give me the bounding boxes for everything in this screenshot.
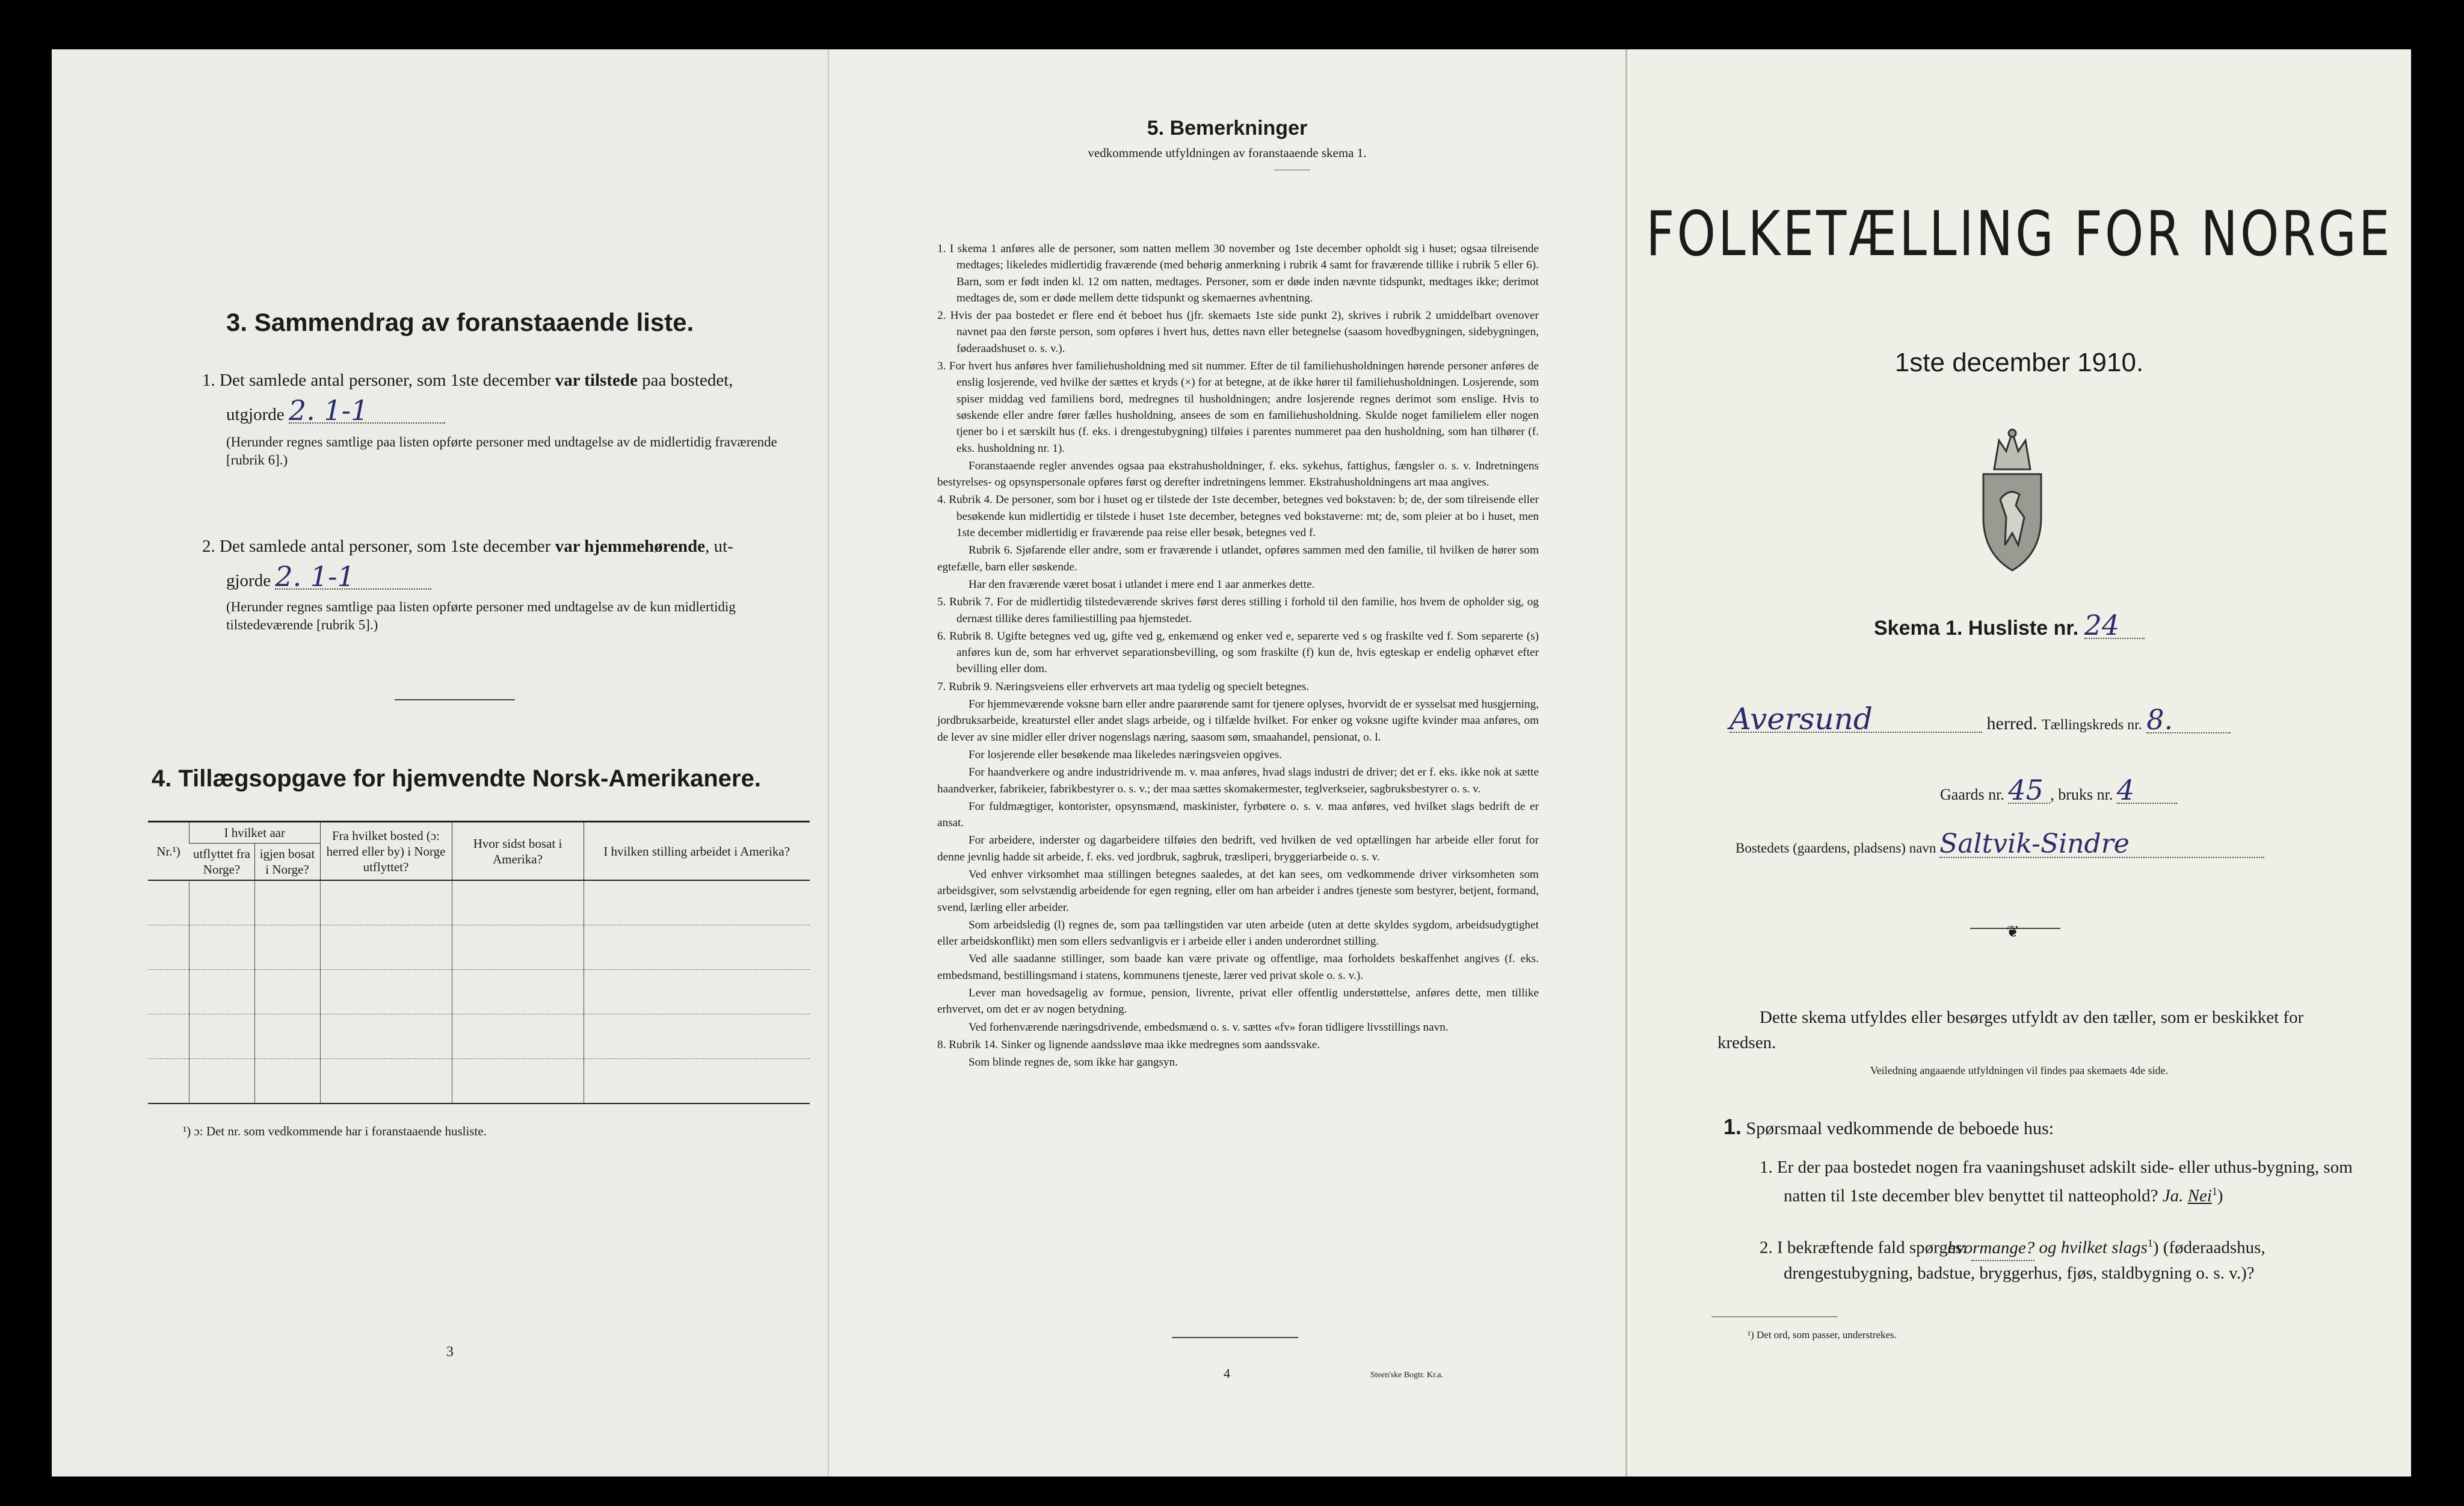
table-row xyxy=(148,1059,810,1104)
paragraph: 7. Rubrik 9. Næringsveiens eller erhvervets art maa tydelig og specielt betegnes. xyxy=(937,680,1310,693)
item-1-note: (Herunder regnes samtlige paa listen opførte personer med undtagelse av de midlertidig fraværende [rubrik 6].) xyxy=(226,434,777,468)
middle-page xyxy=(828,49,1625,1477)
paragraph: Som blinde regnes de, som ikke har gangsyn. xyxy=(969,1056,1178,1069)
bruks-value[interactable]: 4 xyxy=(2117,777,2177,804)
paragraph: For haandverkere og andre industridrivende m. v. maa anføres, hvad slags industri de driver; det er f. eks. ikke nok at sætte haandverker, fabrikeier, fabrikbestyrer o. s. v.; der maa sættes skomakermester, teglverkseier, sagbruksbestyrer o. s. v. xyxy=(937,766,1539,795)
paragraph: 1. I skema 1 anføres alle de personer, som natten mellem 30 november og 1ste december opholdt sig i huset; ogsaa tilreisende medtages; likeledes midlertidig fraværende (med behørig anmerkning i rubrik 4 samt for fraværende tillike i rubrik 5 eller 6). Barn, som er født inden kl. 12 om natten, medtages. Personer, som er døde inden nævnte tidspunkt, medtages ikke; derimot medtages de, som er døde mellem dette tidspunkt og skemaernes avhentning. xyxy=(937,242,1539,304)
paragraph: Ved forhenværende næringsdrivende, embedsmænd o. s. v. sættes «fv» foran tidligere livsstillings navn. xyxy=(969,1020,1449,1034)
paragraph: 6. Rubrik 8. Ugifte betegnes ved ug, gifte ved g, enkemænd og enker ved e, separerte ved s og fraskilte ved f. Som separerte (s) anføres kun de, som har erhvervet separationsbevilling, og som fraskilte (f) kun de, hvis egteskap er endelig ophævet efter bevilling eller dom. xyxy=(937,629,1539,676)
col-utflyttet: utflyttet fra Norge? xyxy=(189,844,255,881)
item-2-note: (Herunder regnes samtlige paa listen opførte personer med undtagelse av de kun midlertidig tilstedeværende [rubrik 5].) xyxy=(226,599,736,632)
col-group-aar: I hvilket aar xyxy=(189,822,321,844)
bemerkninger-subtitle: vedkommende utfyldningen av foranstaaende skema 1. xyxy=(1088,146,1367,160)
printer-mark: Steen'ske Bogtr. Kr.a. xyxy=(1370,1371,1444,1380)
paragraph: 3. For hvert hus anføres hver familiehusholdning med sit nummer. Efter de til familiehusholdningen hørende personer anføres de enslig losjerende, ved hvilke der sættes et kryds (×) for at betegne, at de ikke hører til familiehusholdningen. Losjerende, som spiser middag ved familiens bord, medregnes til husholdningen; andre losjerende regnes derimot som enslige. Hvis to søskende eller andre fører fælles husholdning, ansees de som en familiehusholdning. Skulde noget familielem eller nogen tjener bo i et særskilt hus (f. eks. i drengestubygning) tilføies i parentes nummeret paa den husholdning, som han tilhører (f. eks. husholdning nr. 1). xyxy=(937,360,1539,455)
skema-line: Skema 1. Husliste nr. 24 xyxy=(1874,613,2145,641)
section-4-title: 4. Tillægsopgave for hjemvendte Norsk-Amerikanere. xyxy=(152,765,761,792)
paragraph: Foranstaaende regler anvendes ogsaa paa ekstrahusholdninger, f. eks. sykehus, fattighus, fængsler o. s. v. Indretningens bestyrelses- og opsynspersonale opføres først og derefter indretningens lemmer. Ekstrahusholdningens art maa angives. xyxy=(937,459,1539,489)
question-2: 2. I bekræftende fald spørges: hvormange? og hvilket slags$^1$) (føderaadshus, drengestubygning, badstue, bryggerhus, fjøs, staldbygning o. s. v.)? xyxy=(1760,1231,2385,1285)
item-2-value[interactable]: 2. 1-1 xyxy=(275,564,431,590)
bosted-line: Bostedets (gaardens, pladsens) navn Saltvik-Sindre xyxy=(1736,832,2264,861)
paragraph: Rubrik 6. Sjøfarende eller andre, som er fraværende i utlandet, opføres sammen med den familie, til hvilken de hører som egtefælle, barn eller søskende. xyxy=(937,544,1539,573)
intro-text: Dette skema utfyldes eller besørges utfyldt av den tæller, som er beskikket for kredsen. xyxy=(1717,1008,2304,1052)
left-page xyxy=(52,49,828,1477)
gaards-line: Gaards nr. 45 , bruks nr. 4 xyxy=(1940,777,2177,807)
col-stilling: I hvilken stilling arbeidet i Amerika? xyxy=(584,822,810,881)
herred-value[interactable]: Aversund xyxy=(1729,706,1982,733)
paragraph: Har den fraværende været bosat i utlandet i mere end 1 aar anmerkes dette. xyxy=(969,578,1315,591)
paragraph: 8. Rubrik 14. Sinker og lignende aandssløve maa ikke medregnes som aandssvake. xyxy=(937,1038,1320,1051)
table-footnote: ¹) ɔ: Det nr. som vedkommende har i foranstaaende husliste. xyxy=(183,1124,487,1138)
folketelling-title: FOLKETÆLLING FOR NORGE xyxy=(1646,199,2392,270)
paragraph: Som arbeidsledig (l) regnes de, som paa tællingstiden var uten arbeide (uten at dette skyldes sygdom, arbeidsudygtighet eller arbeidskonflikt) men som ellers sedvanligvis er i arbeide eller i anden underordnet stilling. xyxy=(937,918,1539,948)
item-1-value[interactable]: 2. 1-1 xyxy=(289,398,445,424)
divider xyxy=(395,699,515,700)
col-sidst-bosat: Hvor sidst bosat i Amerika? xyxy=(452,822,584,881)
bemerkninger-body xyxy=(937,241,1539,1072)
paragraph: Ved enhver virksomhet maa stillingen betegnes saaledes, at det kan sees, om vedkommende driver virksomheten som arbeidsgiver, som selvstændig arbeidende for egen regning, eller om han arbeider i andres tjeneste som bestyrer, betjent, formand, svend, lærling eller arbeider. xyxy=(937,868,1539,914)
item-1-utgjorde: utgjorde 2. 1-1 xyxy=(226,398,828,427)
col-nr: Nr.¹) xyxy=(148,822,189,881)
paragraph: 5. Rubrik 7. For de midlertidig tilstedeværende skrives først deres stilling i forhold til den familie, hos hvem de opholder sig, og dernæst tillike deres familiestilling paa hjemstedet. xyxy=(937,596,1539,625)
page-number: 3 xyxy=(446,1344,454,1360)
footnote: ¹) Det ord, som passer, understrekes. xyxy=(1748,1329,1897,1341)
paragraph: For losjerende eller besøkende maa likeledes næringsveien opgives. xyxy=(969,748,1283,761)
ornament-icon: ❦ xyxy=(2006,923,2019,940)
col-bosat: igjen bosat i Norge? xyxy=(254,844,320,881)
divider xyxy=(1711,1316,1838,1317)
coat-of-arms-icon xyxy=(1976,427,2048,575)
paragraph: 4. Rubrik 4. De personer, som bor i huset og er tilstede der 1ste december, betegnes ved bokstaven: b; de, der som tilreisende eller besøkende kun midlertidig er tilstede i huset 1ste december, betegnes ved bokstaverne: mt; de, som pleier at bo i huset, men 1ste december midlertidig er fraværende paa reise eller besøk, betegnes ved f. xyxy=(937,493,1539,540)
divider xyxy=(1172,1337,1298,1338)
table-row xyxy=(148,1014,810,1059)
tillegg-table xyxy=(148,821,810,1104)
paragraph: Lever man hovedsagelig av formue, pension, livrente, privat eller offentlig understøttelse, anføres dette, men tillike erhvervet, om det er av nogen betydning. xyxy=(937,987,1539,1016)
kreds-value[interactable]: 8. xyxy=(2146,707,2231,733)
bosted-value[interactable]: Saltvik-Sindre xyxy=(1939,832,2264,858)
table-row xyxy=(148,970,810,1014)
page-number: 4 xyxy=(1224,1366,1230,1381)
paragraph: For hjemmeværende voksne barn eller andre paarørende samt for tjenere oplyses, hvorvidt de er sysselsat med husgjerning, jordbruksarbeide, kreaturstel eller andet slags arbeide, og i tilfælde hvilket. For enker og voksne ugifte kvinder maa anføres, om de lever av sine midler eller driver nogenslags næring, saasom søm, smaahandel, pensionat, o. l. xyxy=(937,698,1539,744)
paragraph: For arbeidere, inderster og dagarbeidere tilføies den bedrift, ved hvilken de ved optællingen har arbeide eller forut for denne jevnlig hadde sit arbeide, f. eks. ved jordbruk, sagbruk, træsliperi, bryggeriarbeide o. s. v. xyxy=(937,834,1539,863)
gaards-value[interactable]: 45 xyxy=(2008,777,2050,804)
paragraph: Ved alle saadanne stillinger, som baade kan være private og offentlige, maa forholdets beskaffenhet angives (f. eks. embedsmand, bestillingsmand i statens, kommunens tjeneste, lærer ved privat skole o. s. v.). xyxy=(937,952,1539,982)
table-row xyxy=(148,925,810,970)
census-date: 1ste december 1910. xyxy=(1894,348,2144,377)
item-2-text: 2. Det samlede antal personer, som 1ste december var hjemmehørende, ut- xyxy=(202,537,733,556)
table-row xyxy=(148,880,810,925)
herred-line: Aversund herred. Tællingskreds nr. 8. xyxy=(1729,706,2231,738)
paragraph: For fuldmægtiger, kontorister, opsynsmænd, maskinister, fyrbøtere o. s. v. maa anføres, ved hvilket slags bedrift de er ansat. xyxy=(937,800,1539,830)
item-1-text: 1. Det samlede antal personer, som 1ste december var tilstede paa bostedet, xyxy=(202,371,733,390)
question-heading: 1. Spørsmaal vedkommende de beboede hus: xyxy=(1723,1114,2054,1139)
bemerkninger-title: 5. Bemerkninger xyxy=(1147,117,1308,140)
col-fra-bosted: Fra hvilket bosted (ɔ: herred eller by) i Norge utflyttet? xyxy=(320,822,452,881)
answer-nei[interactable]: Nei xyxy=(2187,1186,2212,1206)
husliste-number[interactable]: 24 xyxy=(2084,613,2145,639)
right-page xyxy=(1625,49,2411,1477)
section-3-title: 3. Sammendrag av foranstaaende liste. xyxy=(226,308,694,336)
question-1: 1. Er der paa bostedet nogen fra vaaningshuset adskilt side- eller uthus-bygning, som natten til 1ste december blev benyttet til natteophold? Ja. Nei$^1$) xyxy=(1760,1158,2353,1206)
paragraph: 2. Hvis der paa bostedet er flere end ét beboet hus (jfr. skemaets 1ste side punkt 2), skrives i rubrik 2 umiddelbart ovenover navnet paa den første person, som opføres i hvert hus, dettes navn eller betegnelse (saasom hovedbygningen, sidebygningen, føderaadshuset o. s. v.). xyxy=(937,309,1539,355)
item-2-gjorde: gjorde 2. 1-1 xyxy=(226,564,828,593)
veiledning: Veiledning angaaende utfyldningen vil findes paa skemaets 4de side. xyxy=(1870,1064,2169,1076)
